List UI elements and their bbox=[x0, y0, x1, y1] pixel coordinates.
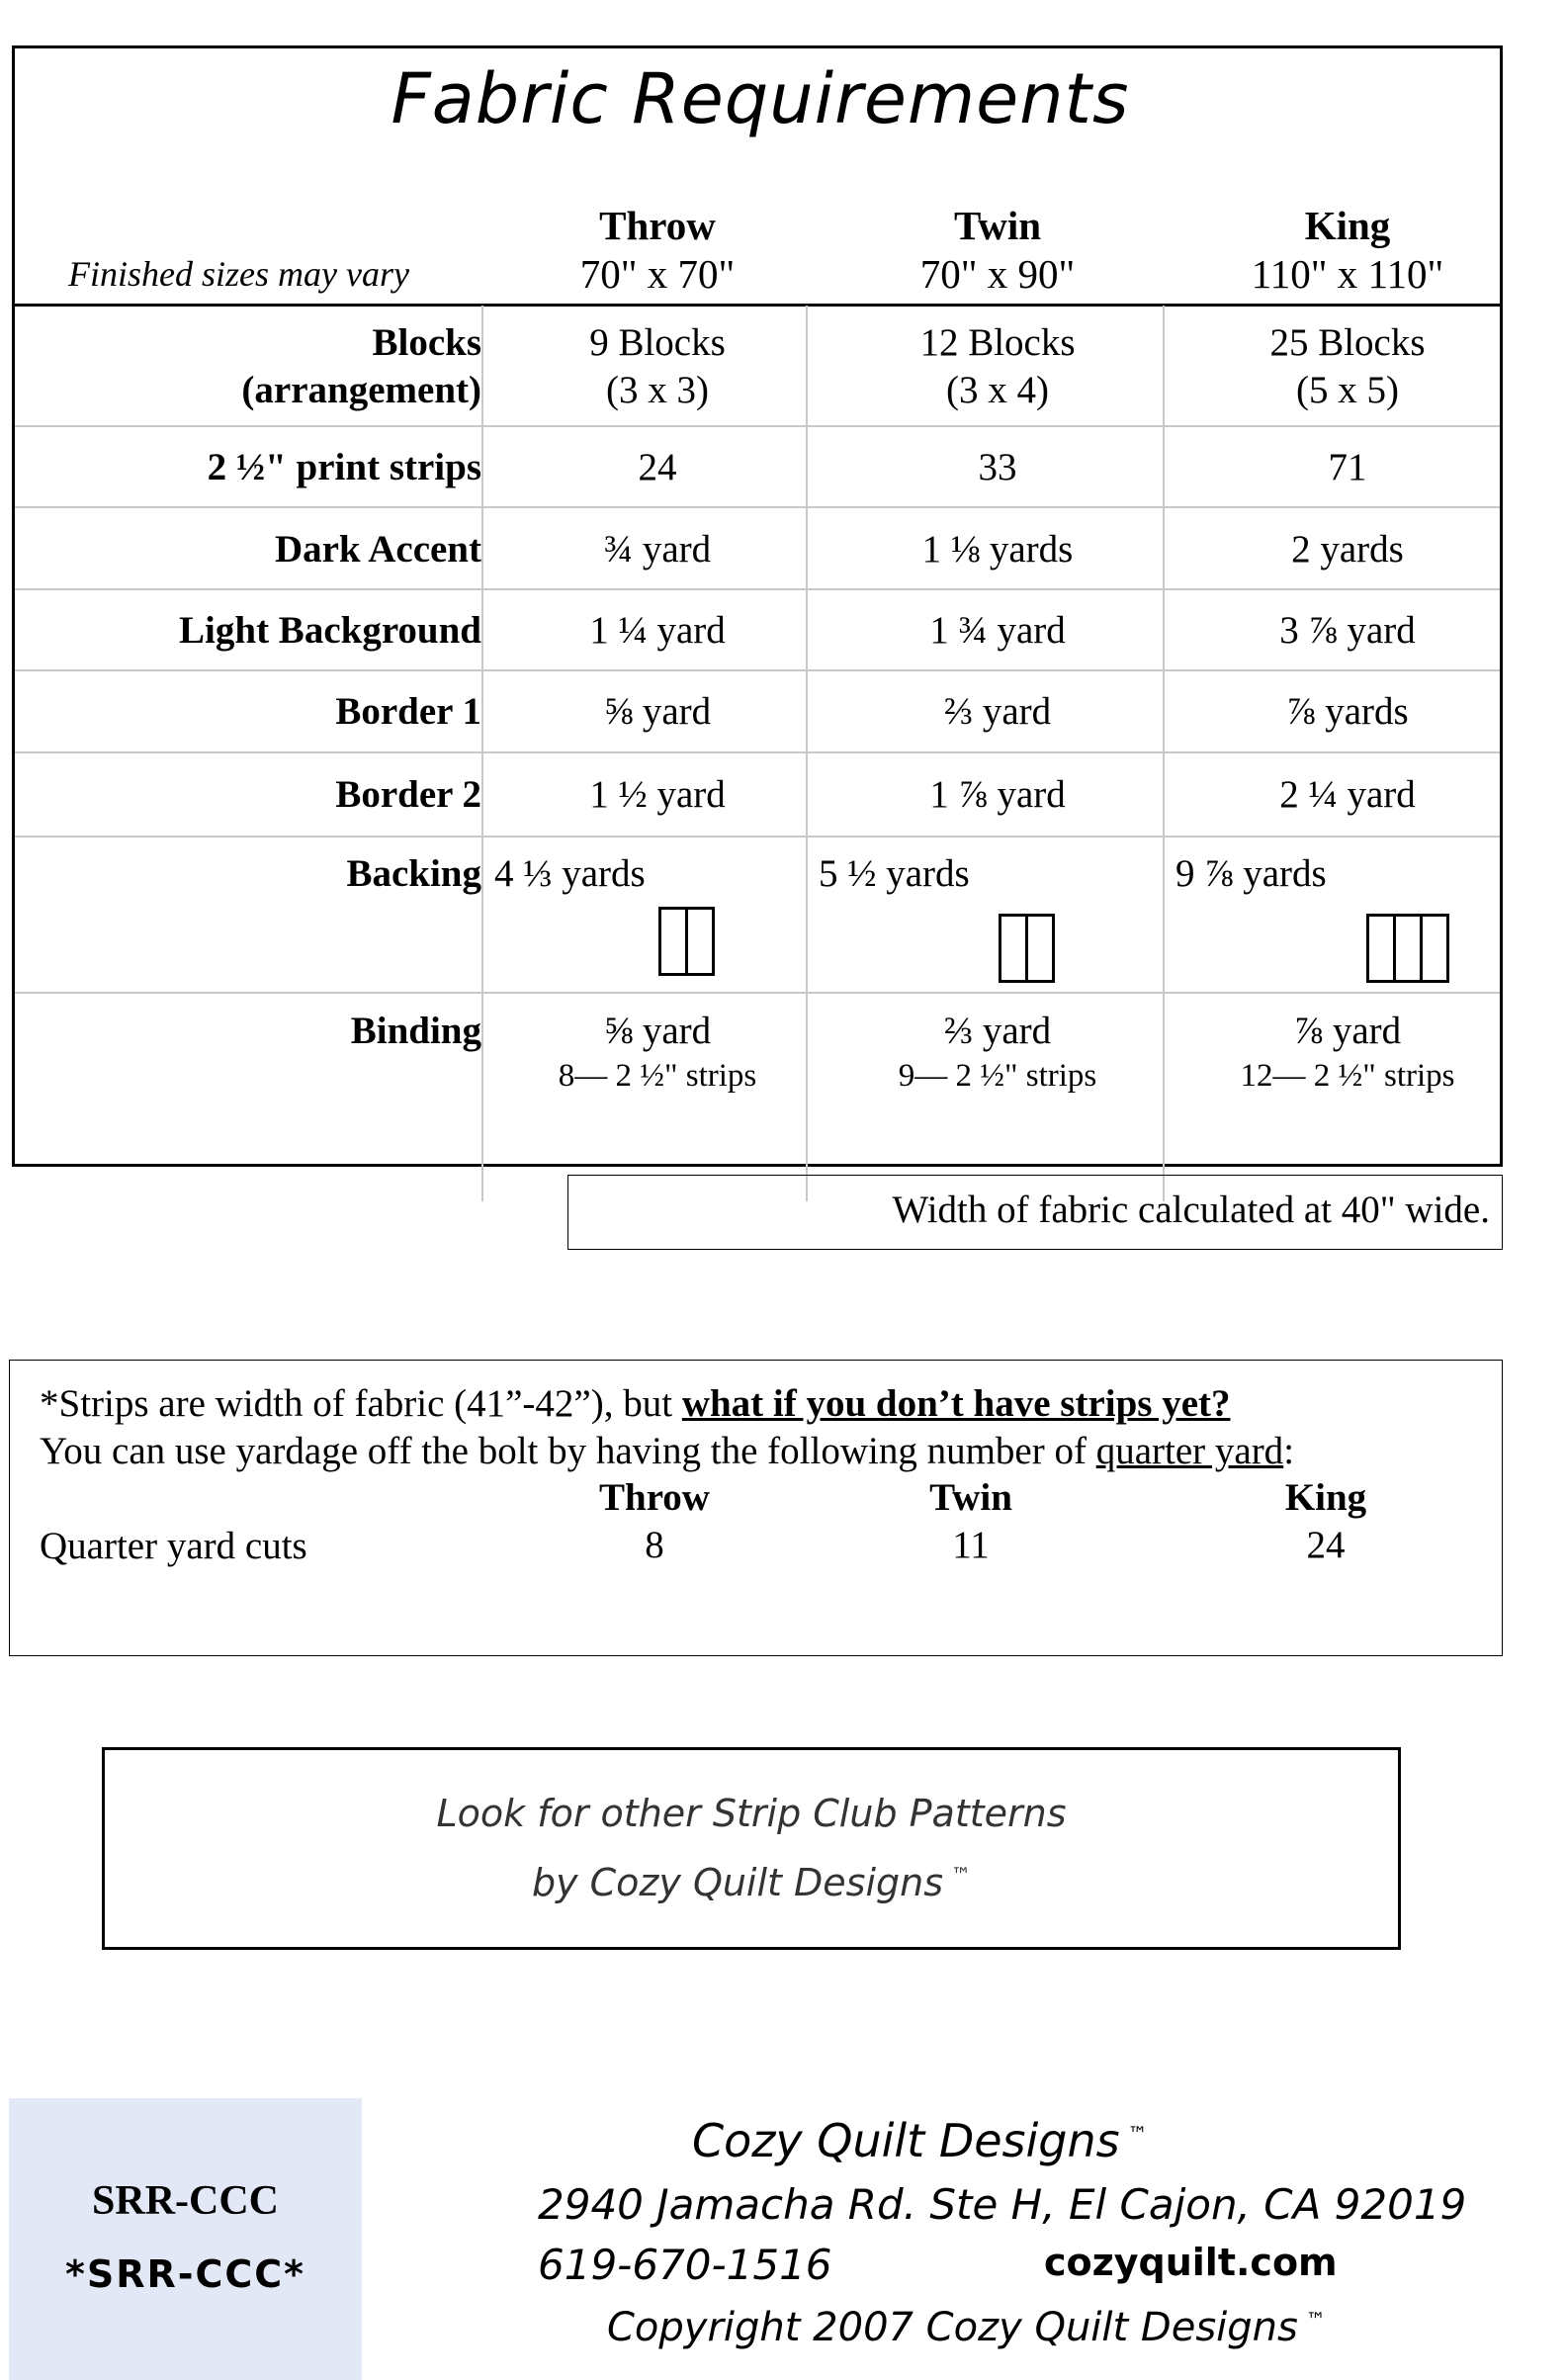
strips-note-text: You can use yardage off the bolt by having the following number of bbox=[40, 1430, 1096, 1472]
table-title: Fabric Requirements bbox=[391, 58, 1130, 139]
quarter-value-throw: 8 bbox=[645, 1524, 664, 1566]
cell-arrangement-throw: (3 x 3) bbox=[606, 369, 709, 411]
column-header-twin: Twin bbox=[953, 203, 1042, 248]
trademark-symbol: ™ bbox=[1305, 2307, 1326, 2332]
column-size-twin: 70" x 90" bbox=[919, 251, 1076, 297]
strips-note-quarter-yard: quarter yard bbox=[1095, 1430, 1284, 1472]
row-label-backing: Backing bbox=[346, 852, 481, 895]
backing-panels-twin-icon bbox=[999, 914, 1052, 981]
strips-note-text: *Strips are width of fabric (41”-42”), but bbox=[40, 1382, 682, 1425]
row-label-border-1: Border 1 bbox=[335, 690, 481, 733]
column-size-throw: 70" x 70" bbox=[579, 251, 736, 297]
fabric-requirements-table bbox=[12, 45, 1503, 1167]
cell-light-background-throw: 1 ¼ yard bbox=[589, 609, 726, 652]
cell-print-strips-throw: 24 bbox=[638, 446, 677, 488]
cell-print-strips-twin: 33 bbox=[978, 446, 1017, 488]
sku-barcode-text: *SRR-CCC* bbox=[64, 2252, 306, 2296]
footer-website-link[interactable]: cozyquilt.com bbox=[1044, 2241, 1338, 2284]
cell-arrangement-twin: (3 x 4) bbox=[946, 369, 1049, 411]
other-patterns-by: by Cozy Quilt Designs bbox=[531, 1861, 944, 1904]
copyright-text: Copyright 2007 Cozy Quilt Designs bbox=[607, 2305, 1298, 2350]
cell-binding-strips-throw: 8— 2 ½" strips bbox=[558, 1058, 757, 1094]
cell-backing-twin: 5 ½ yards bbox=[819, 852, 970, 895]
footer-company bbox=[692, 2114, 1148, 2167]
footer-copyright bbox=[607, 2305, 1326, 2350]
cell-dark-accent-king: 2 yards bbox=[1291, 528, 1404, 571]
cell-border-2-twin: 1 ⅞ yard bbox=[929, 773, 1066, 816]
other-patterns-line-1: Look for other Strip Club Patterns bbox=[436, 1792, 1067, 1835]
width-note-box bbox=[567, 1175, 1503, 1250]
other-patterns-line-2 bbox=[105, 1861, 1398, 1904]
row-label-binding: Binding bbox=[350, 1010, 481, 1052]
cell-dark-accent-throw: ¾ yard bbox=[603, 528, 712, 571]
cell-blocks-king: 25 Blocks bbox=[1269, 321, 1426, 364]
backing-panels-king-icon bbox=[1366, 914, 1446, 981]
quarter-header-king: King bbox=[1284, 1476, 1367, 1519]
row-divider bbox=[15, 588, 1500, 590]
cell-binding-yard-twin: ⅔ yard bbox=[943, 1010, 1052, 1052]
cell-binding-yard-throw: ⅝ yard bbox=[603, 1010, 712, 1052]
width-note: Width of fabric calculated at 40" wide. bbox=[892, 1189, 1490, 1231]
row-divider bbox=[15, 751, 1500, 753]
row-divider bbox=[15, 836, 1500, 837]
cell-binding-strips-king: 12— 2 ½" strips bbox=[1240, 1058, 1455, 1094]
quarter-row-label: Quarter yard cuts bbox=[40, 1525, 307, 1567]
cell-border-1-twin: ⅔ yard bbox=[943, 690, 1052, 733]
quarter-header-twin: Twin bbox=[929, 1476, 1012, 1519]
cell-print-strips-king: 71 bbox=[1328, 446, 1367, 488]
row-label-dark-accent: Dark Accent bbox=[274, 528, 481, 571]
row-label-border-2: Border 2 bbox=[335, 773, 481, 816]
cell-blocks-twin: 12 Blocks bbox=[919, 321, 1076, 364]
footer-phone: 619-670-1516 bbox=[538, 2241, 832, 2289]
row-label-arrangement: (arrangement) bbox=[241, 369, 481, 411]
cell-binding-yard-king: ⅞ yard bbox=[1293, 1010, 1402, 1052]
backing-panels-throw-icon bbox=[658, 907, 712, 974]
strips-note-line-1 bbox=[40, 1380, 1231, 1428]
row-divider bbox=[15, 992, 1500, 994]
row-divider bbox=[15, 425, 1500, 427]
footer-address: 2940 Jamacha Rd. Ste H, El Cajon, CA 92019 bbox=[538, 2180, 1467, 2229]
company-name: Cozy Quilt Designs bbox=[692, 2114, 1120, 2167]
strips-note-box bbox=[9, 1360, 1503, 1656]
strips-note-colon: : bbox=[1283, 1430, 1295, 1472]
trademark-symbol: ™ bbox=[951, 1863, 972, 1888]
cell-binding-strips-twin: 9— 2 ½" strips bbox=[898, 1058, 1097, 1094]
cell-dark-accent-twin: 1 ⅛ yards bbox=[921, 528, 1074, 571]
cell-arrangement-king: (5 x 5) bbox=[1296, 369, 1399, 411]
quarter-header-throw: Throw bbox=[599, 1476, 710, 1519]
other-patterns-box bbox=[102, 1747, 1401, 1950]
cell-backing-throw: 4 ⅓ yards bbox=[494, 852, 646, 895]
column-header-king: King bbox=[1304, 203, 1391, 248]
strips-note-line-2 bbox=[40, 1428, 1294, 1475]
column-header-throw: Throw bbox=[599, 203, 716, 248]
cell-backing-king: 9 ⅞ yards bbox=[1175, 852, 1327, 895]
strips-note-question: what if you don’t have strips yet? bbox=[681, 1382, 1231, 1425]
cell-border-1-king: ⅞ yards bbox=[1286, 690, 1409, 733]
cell-border-2-throw: 1 ½ yard bbox=[589, 773, 726, 816]
trademark-symbol: ™ bbox=[1127, 2121, 1148, 2146]
sku-panel bbox=[9, 2098, 362, 2380]
row-label-print-strips: 2 ½" print strips bbox=[207, 446, 481, 488]
row-label-blocks: Blocks bbox=[372, 321, 481, 364]
cell-light-background-twin: 1 ¾ yard bbox=[929, 609, 1066, 652]
header-divider bbox=[15, 304, 1500, 307]
row-divider bbox=[15, 669, 1500, 671]
quarter-value-twin: 11 bbox=[952, 1524, 990, 1566]
column-size-king: 110" x 110" bbox=[1251, 251, 1444, 297]
column-divider bbox=[481, 306, 483, 1201]
quarter-value-king: 24 bbox=[1306, 1524, 1346, 1566]
cell-border-1-throw: ⅝ yard bbox=[603, 690, 712, 733]
sizes-note: Finished sizes may vary bbox=[68, 254, 409, 294]
cell-light-background-king: 3 ⅞ yard bbox=[1279, 609, 1416, 652]
row-label-light-background: Light Background bbox=[179, 609, 481, 652]
sku-code: SRR-CCC bbox=[92, 2178, 279, 2224]
row-divider bbox=[15, 506, 1500, 508]
cell-border-2-king: 2 ¼ yard bbox=[1279, 773, 1416, 816]
cell-blocks-throw: 9 Blocks bbox=[589, 321, 726, 364]
